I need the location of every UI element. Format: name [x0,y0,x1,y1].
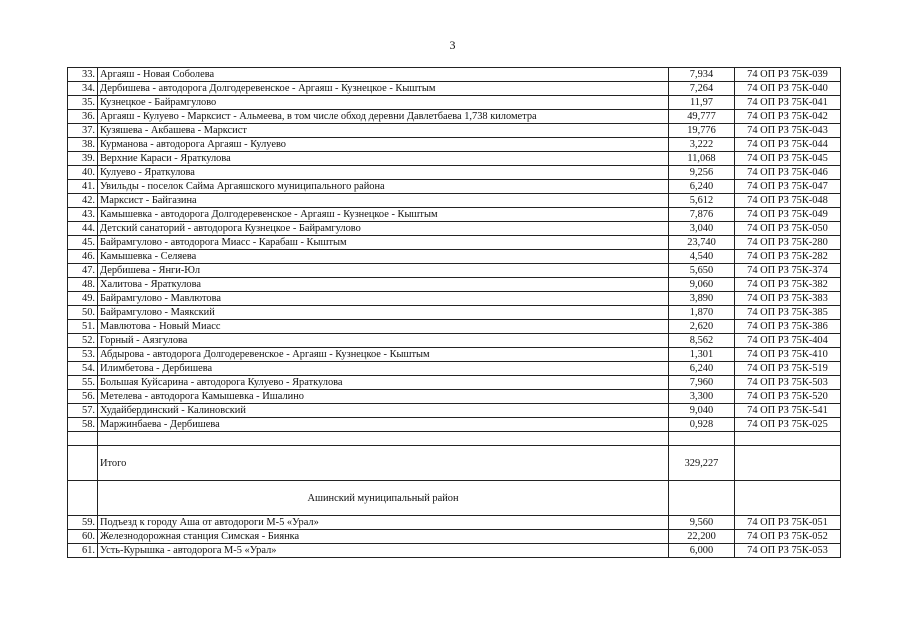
table-row [68,208,841,222]
road-length: 5,612 [669,194,735,208]
road-length: 19,776 [669,124,735,138]
row-number: 50. [68,306,98,320]
table-row-blank [68,432,841,446]
road-name: Подъезд к городу Аша от автодороги М-5 «Урал» [98,516,669,530]
road-length: 9,256 [669,166,735,180]
road-code: 74 ОП РЗ 75К-410 [735,348,841,362]
road-length: 3,222 [669,138,735,152]
road-length: 8,562 [669,334,735,348]
table-row [68,222,841,236]
road-code: 74 ОП РЗ 75К-503 [735,376,841,390]
table-row [68,404,841,418]
row-number: 57. [68,404,98,418]
table-row [68,250,841,264]
road-code: 74 ОП РЗ 75К-282 [735,250,841,264]
road-code: 74 ОП РЗ 75К-040 [735,82,841,96]
road-name: Дербишева - автодорога Долгодеревенское - Аргаяш - Кузнецкое - Кыштым [98,82,669,96]
row-number: 47. [68,264,98,278]
row-number: 33. [68,68,98,82]
road-code: 74 ОП РЗ 75К-048 [735,194,841,208]
roads-table-section-b [68,516,841,558]
table-row [68,516,841,530]
road-length: 1,870 [669,306,735,320]
road-name: Марксист - Байгазина [98,194,669,208]
road-code: 74 ОП РЗ 75К-280 [735,236,841,250]
road-name: Увильды - поселок Сайма Аргаяшского муниципального района [98,180,669,194]
road-length: 6,000 [669,544,735,558]
row-number: 53. [68,348,98,362]
table-row [68,180,841,194]
road-name: Байрамгулово - автодорога Миасс - Карабаш - Кыштым [98,236,669,250]
row-number: 60. [68,530,98,544]
road-length: 6,240 [669,362,735,376]
road-name: Метелева - автодорога Камышевка - Ишалино [98,390,669,404]
road-name: Аргаяш - Новая Соболева [98,68,669,82]
table-row [68,236,841,250]
road-code: 74 ОП РЗ 75К-383 [735,292,841,306]
table-row [68,292,841,306]
road-name: Маржинбаева - Дербишева [98,418,669,432]
row-number: 49. [68,292,98,306]
road-length: 9,060 [669,278,735,292]
table-row [68,124,841,138]
road-code: 74 ОП РЗ 75К-541 [735,404,841,418]
row-number: 55. [68,376,98,390]
row-number: 41. [68,180,98,194]
table-row [68,418,841,432]
road-name: Верхние Караси - Яраткулова [98,152,669,166]
road-name: Худайбердинский - Калиновский [98,404,669,418]
table-row [68,544,841,558]
road-name: Байрамгулово - Мавлютова [98,292,669,306]
road-code: 74 ОП РЗ 75К-052 [735,530,841,544]
total-label: Итого [98,446,669,481]
table-row [68,376,841,390]
road-length: 3,300 [669,390,735,404]
road-code: 74 ОП РЗ 75К-047 [735,180,841,194]
table-row [68,278,841,292]
table-row [68,82,841,96]
road-length: 11,97 [669,96,735,110]
table-row [68,110,841,124]
road-length: 7,876 [669,208,735,222]
row-number: 51. [68,320,98,334]
page-number: 3 [449,38,456,52]
table-row [68,306,841,320]
road-name: Халитова - Яраткулова [98,278,669,292]
road-code: 74 ОП РЗ 75К-382 [735,278,841,292]
road-name: Железнодорожная станция Симская - Биянка [98,530,669,544]
road-length: 1,301 [669,348,735,362]
row-number: 43. [68,208,98,222]
table-row [68,138,841,152]
table-row [68,264,841,278]
row-number: 37. [68,124,98,138]
road-name: Кузнецкое - Байрамгулово [98,96,669,110]
table-row [68,334,841,348]
section-title: Ашинский муниципальный район [98,481,669,516]
row-number: 39. [68,152,98,166]
row-number: 52. [68,334,98,348]
road-length: 49,777 [669,110,735,124]
road-code: 74 ОП РЗ 75К-051 [735,516,841,530]
road-length: 3,890 [669,292,735,306]
road-length: 3,040 [669,222,735,236]
table-row [68,96,841,110]
road-name: Курманова - автодорога Аргаяш - Кулуево [98,138,669,152]
road-name: Абдырова - автодорога Долгодеревенское - Аргаяш - Кузнецкое - Кыштым [98,348,669,362]
road-code: 74 ОП РЗ 75К-025 [735,418,841,432]
road-length: 5,650 [669,264,735,278]
road-name: Илимбетова - Дербишева [98,362,669,376]
road-length: 9,560 [669,516,735,530]
road-code: 74 ОП РЗ 75К-043 [735,124,841,138]
road-length: 4,540 [669,250,735,264]
road-name: Горный - Аязгулова [98,334,669,348]
road-code: 74 ОП РЗ 75К-039 [735,68,841,82]
table-row [68,152,841,166]
row-number: 54. [68,362,98,376]
road-name: Мавлютова - Новый Миасс [98,320,669,334]
road-length: 2,620 [669,320,735,334]
table-row [68,348,841,362]
table-row [68,530,841,544]
section-header-row [68,481,841,516]
row-number: 61. [68,544,98,558]
road-code: 74 ОП РЗ 75К-050 [735,222,841,236]
road-length: 6,240 [669,180,735,194]
road-name: Кулуево - Яраткулова [98,166,669,180]
road-code: 74 ОП РЗ 75К-053 [735,544,841,558]
row-number: 58. [68,418,98,432]
row-number: 46. [68,250,98,264]
road-code: 74 ОП РЗ 75К-045 [735,152,841,166]
total-row [68,446,841,481]
row-number: 34. [68,82,98,96]
row-number: 59. [68,516,98,530]
road-length: 7,934 [669,68,735,82]
road-name: Усть-Курышка - автодорога М-5 «Урал» [98,544,669,558]
road-code: 74 ОП РЗ 75К-042 [735,110,841,124]
road-code: 74 ОП РЗ 75К-041 [735,96,841,110]
row-number: 56. [68,390,98,404]
road-code: 74 ОП РЗ 75К-519 [735,362,841,376]
row-number: 35. [68,96,98,110]
road-length: 7,264 [669,82,735,96]
road-name: Байрамгулово - Маякский [98,306,669,320]
road-length: 11,068 [669,152,735,166]
road-name: Камышевка - автодорога Долгодеревенское - Аргаяш - Кузнецкое - Кыштым [98,208,669,222]
road-length: 9,040 [669,404,735,418]
road-length: 7,960 [669,376,735,390]
road-name: Аргаяш - Кулуево - Марксист - Альмеева, в том числе обход деревни Давлетбаева 1,738 километра [98,110,669,124]
table-row [68,166,841,180]
table-row [68,194,841,208]
road-length: 0,928 [669,418,735,432]
table-row [68,68,841,82]
row-number: 42. [68,194,98,208]
road-code: 74 ОП РЗ 75К-374 [735,264,841,278]
road-code: 74 ОП РЗ 75К-520 [735,390,841,404]
roads-table-summary [68,432,841,516]
total-value: 329,227 [669,446,735,481]
road-name: Дербишева - Янги-Юл [98,264,669,278]
road-name: Детский санаторий - автодорога Кузнецкое - Байрамгулово [98,222,669,236]
row-number: 40. [68,166,98,180]
row-number: 44. [68,222,98,236]
table-row [68,390,841,404]
road-name: Кузяшева - Акбашева - Марксист [98,124,669,138]
road-name: Камышевка - Селяева [98,250,669,264]
row-number: 36. [68,110,98,124]
road-code: 74 ОП РЗ 75К-386 [735,320,841,334]
road-length: 22,200 [669,530,735,544]
road-code: 74 ОП РЗ 75К-385 [735,306,841,320]
road-name: Большая Куйсарина - автодорога Кулуево - Яраткулова [98,376,669,390]
road-length: 23,740 [669,236,735,250]
row-number: 48. [68,278,98,292]
roads-table [67,67,841,558]
row-number: 45. [68,236,98,250]
road-code: 74 ОП РЗ 75К-049 [735,208,841,222]
road-code: 74 ОП РЗ 75К-044 [735,138,841,152]
road-code: 74 ОП РЗ 75К-046 [735,166,841,180]
roads-table-section-a [68,68,841,432]
row-number: 38. [68,138,98,152]
table-row [68,362,841,376]
table-row [68,320,841,334]
road-code: 74 ОП РЗ 75К-404 [735,334,841,348]
